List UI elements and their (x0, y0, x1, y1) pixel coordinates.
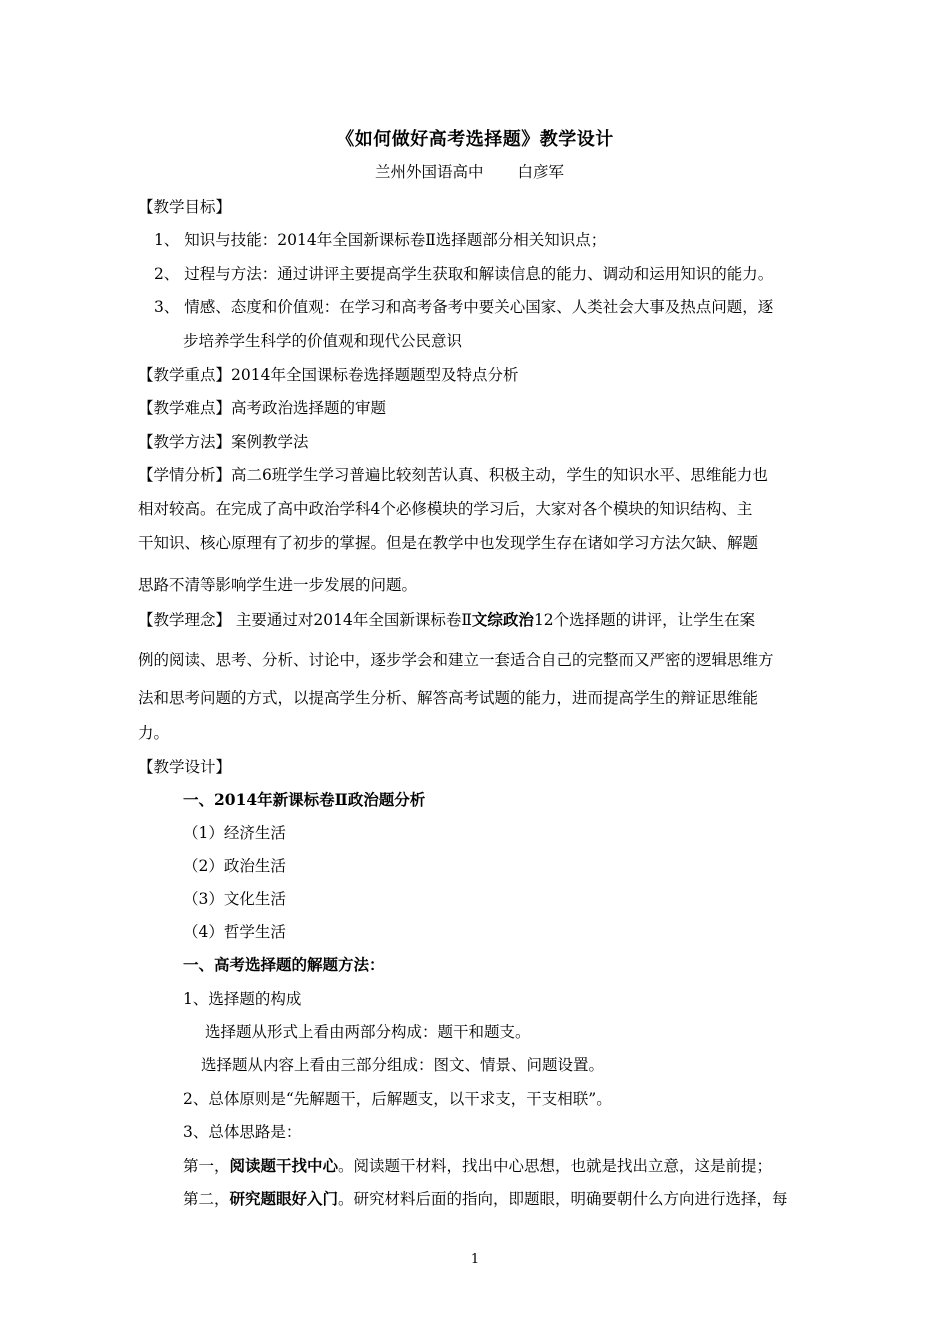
step-2-text: 。研究材料后面的指向，即题眼，明确要朝什么方向进行选择，每 (338, 1190, 788, 1208)
section-1-heading: 一、2014年新课标卷Ⅱ政治题分析 (183, 790, 426, 809)
objective-3: 3、 情感、态度和价值观：在学习和高考备考中要关心国家、人类社会大事及热点问题，逐 (154, 298, 774, 316)
objective-1: 1、 知识与技能：2014年全国新课标卷Ⅱ选择题部分相关知识点； (154, 231, 607, 249)
objectives-heading: 【教学目标】 (138, 198, 232, 216)
author-name: 白彦军 (517, 163, 565, 181)
concept-line-1 (138, 610, 755, 630)
step-1-prefix: 第一， (183, 1157, 230, 1175)
step-2-prefix: 第二， (183, 1190, 230, 1208)
concept-suffix: 12个选择题的讲评，让学生在案 (533, 611, 756, 629)
concept-line-2: 例的阅读、思考、分析、讨论中，逐步学会和建立一套适合自己的完整而又严密的逻辑思维方 (138, 651, 774, 669)
item-economic: （1）经济生活 (183, 824, 286, 842)
analysis-line-1: 【学情分析】高二6班学生学习普遍比较刻苦认真、积极主动，学生的知识水平、思维能力也 (138, 466, 768, 484)
analysis-line-2: 相对较高。在完成了高中政治学科4个必修模块的学习后，大家对各个模块的知识结构、主 (138, 500, 753, 518)
concept-prefix: 【教学理念】 主要通过对2014年全国新课标卷Ⅱ (138, 611, 472, 629)
step-1 (183, 1156, 772, 1176)
section-2-heading: 一、高考选择题的解题方法： (183, 955, 385, 974)
step-1-text: 。阅读题干材料，找出中心思想，也就是找出立意，这是前提； (338, 1157, 773, 1175)
sub-approach: 3、总体思路是： (183, 1123, 302, 1141)
concept-line-3: 法和思考问题的方式，以提高学生分析、解答高考试题的能力，进而提高学生的辩证思维能 (138, 689, 759, 707)
item-cultural: （3）文化生活 (183, 890, 286, 908)
sub-principle: 2、总体原则是“先解题干，后解题支，以干求支，干支相联”。 (183, 1090, 612, 1108)
step-2 (183, 1189, 788, 1209)
author-school: 兰州外国语高中 (375, 163, 484, 181)
analysis-line-4: 思路不清等影响学生进一步发展的问题。 (138, 576, 418, 594)
design-heading: 【教学设计】 (138, 758, 232, 776)
key-point: 【教学重点】2014年全国课标卷选择题题型及特点分析 (138, 366, 519, 384)
page-number: 1 (470, 1252, 480, 1267)
teaching-method: 【教学方法】案例教学法 (138, 433, 309, 451)
analysis-line-3: 干知识、核心原理有了初步的掌握。但是在教学中也发现学生存在诸如学习方法欠缺、解题 (138, 534, 759, 552)
document-title: 《如何做好高考选择题》教学设计 (336, 129, 614, 150)
author-line (375, 162, 564, 182)
step-2-bold: 研究题眼好入门 (229, 1189, 339, 1208)
objective-3-cont: 步培养学生科学的价值观和现代公民意识 (183, 332, 463, 350)
concept-bold: 文综政治 (471, 610, 534, 629)
objective-2: 2、 过程与方法：通过讲评主要提高学生获取和解读信息的能力、调动和运用知识的能力。 (154, 265, 774, 283)
sub-structure-form: 选择题从形式上看由两部分构成：题干和题支。 (205, 1023, 531, 1041)
item-philosophy: （4）哲学生活 (183, 923, 286, 941)
concept-line-4: 力。 (138, 724, 170, 742)
sub-structure: 1、选择题的构成 (183, 990, 302, 1008)
sub-structure-content: 选择题从内容上看由三部分组成：图文、情景、问题设置。 (201, 1056, 605, 1074)
difficulty: 【教学难点】高考政治选择题的审题 (138, 399, 387, 417)
step-1-bold: 阅读题干找中心 (229, 1156, 339, 1175)
item-political: （2）政治生活 (183, 857, 286, 875)
